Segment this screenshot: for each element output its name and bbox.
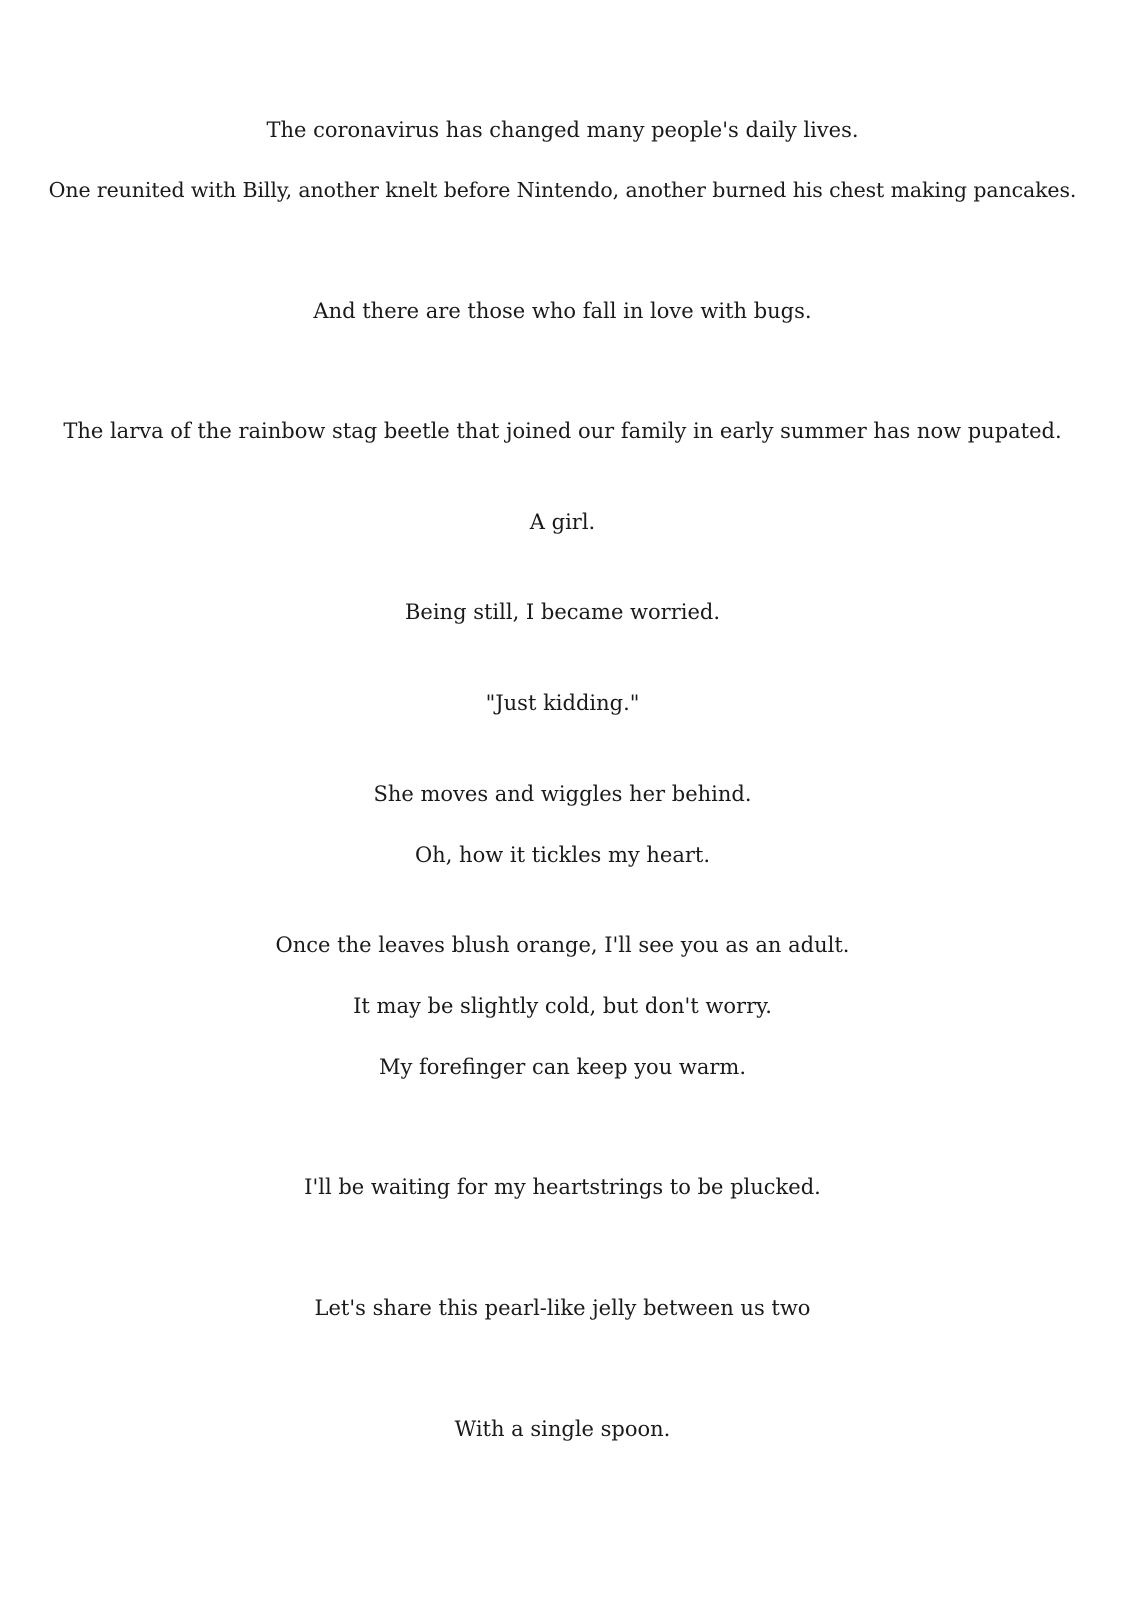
poem-line: It may be slightly cold, but don't worry.	[353, 994, 772, 1018]
poem-line: The coronavirus has changed many people's daily lives.	[266, 118, 859, 142]
poem-line: Oh, how it tickles my heart.	[414, 843, 711, 867]
poem-line: One reunited with Billy, another knelt before Nintendo, another burned his chest making pancakes.	[48, 178, 1077, 202]
poem-line: Once the leaves blush orange, I'll see you as an adult.	[275, 933, 850, 957]
poem-line: My forefinger can keep you warm.	[378, 1055, 747, 1079]
poem-line: Let's share this pearl-like jelly between us two	[314, 1296, 811, 1320]
poem-line: And there are those who fall in love with bugs.	[313, 299, 812, 323]
poem-line: Being still, I became worried.	[404, 600, 721, 624]
poem-line: She moves and wiggles her behind.	[373, 782, 752, 806]
poem-line: "Just kidding."	[485, 691, 640, 715]
poem-line: With a single spoon.	[454, 1417, 671, 1441]
poem-line: The larva of the rainbow stag beetle that joined our family in early summer has now pupated.	[63, 419, 1062, 443]
poem-line: I'll be waiting for my heartstrings to be plucked.	[304, 1175, 821, 1199]
poem-line: A girl.	[529, 510, 596, 534]
